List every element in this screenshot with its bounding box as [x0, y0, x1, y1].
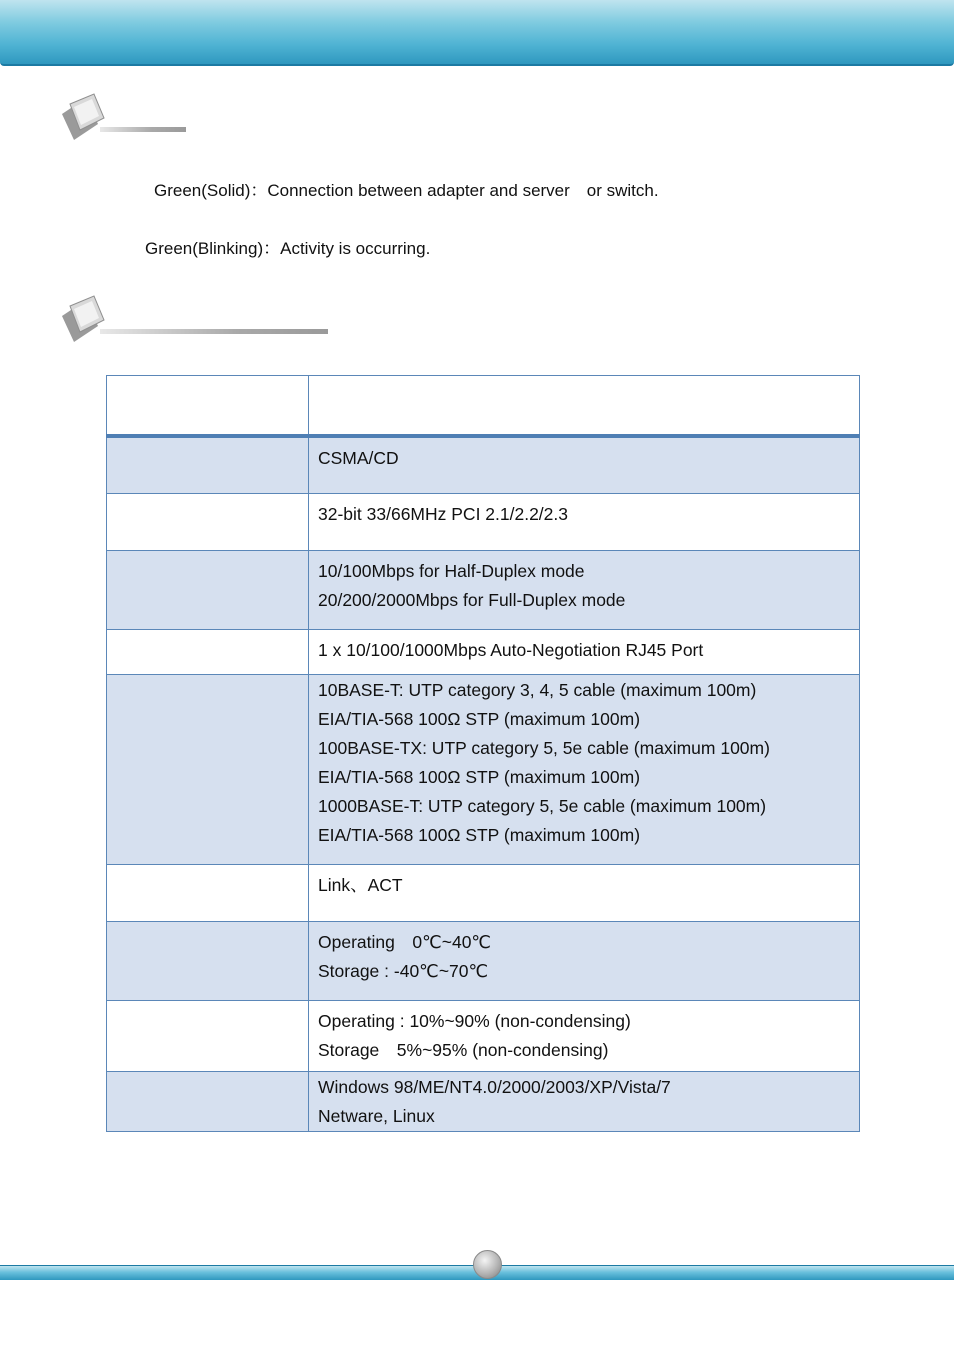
spec-value: 1 x 10/100/1000Mbps Auto-Negotiation RJ45 Port [309, 630, 860, 675]
spec-value: CSMA/CD [309, 436, 860, 494]
spec-value: Windows 98/ME/NT4.0/2000/2003/XP/Vista/7 Netware, Linux [309, 1072, 860, 1132]
spec-value: Link、ACT [309, 865, 860, 922]
spec-label [107, 630, 309, 675]
spec-label [107, 436, 309, 494]
table-row [107, 1072, 860, 1132]
table-row [107, 1001, 860, 1072]
header-banner [0, 0, 954, 66]
led-solid-description: Green(Solid)：Connection between adapter and server or switch. [154, 181, 659, 200]
section-bullet-icon [58, 292, 112, 351]
led-blinking-description: Green(Blinking)：Activity is occurring. [145, 239, 431, 258]
table-row [107, 494, 860, 551]
table-row [107, 922, 860, 1001]
header-cell [309, 376, 860, 437]
table-row [107, 630, 860, 675]
spec-label [107, 922, 309, 1001]
spec-label [107, 1072, 309, 1132]
spec-label [107, 865, 309, 922]
spec-label [107, 675, 309, 865]
table-row [107, 675, 860, 865]
table-header-row [107, 376, 860, 437]
spec-label [107, 494, 309, 551]
spec-label [107, 551, 309, 630]
specification-table [106, 375, 860, 1132]
spec-value: Operating 0℃~40℃ Storage : -40℃~70℃ [309, 922, 860, 1001]
spec-value: Operating : 10%~90% (non-condensing) Storage 5%~95% (non-condensing) [309, 1001, 860, 1072]
spec-value: 10/100Mbps for Half-Duplex mode 20/200/2000Mbps for Full-Duplex mode [309, 551, 860, 630]
section-bullet-icon [58, 90, 112, 149]
spec-value: 32-bit 33/66MHz PCI 2.1/2.2/2.3 [309, 494, 860, 551]
section-underline [100, 127, 186, 132]
spec-label [107, 1001, 309, 1072]
table-row [107, 436, 860, 494]
table-row [107, 865, 860, 922]
table-row [107, 551, 860, 630]
page-marker-icon [473, 1250, 502, 1279]
header-cell [107, 376, 309, 437]
spec-value: 10BASE-T: UTP category 3, 4, 5 cable (maximum 100m) EIA/TIA-568 100Ω STP (maximum 100m) 100BASE-TX: UTP category 5, 5e cable (maximum 100m) EIA/TIA-568 100Ω STP (maximum 100m) 1000BASE-T: UTP category 5, 5e cable (maximum 100m) EIA/TIA-568 100Ω STP (maximum 100m) [309, 675, 860, 865]
section-underline [100, 329, 328, 334]
